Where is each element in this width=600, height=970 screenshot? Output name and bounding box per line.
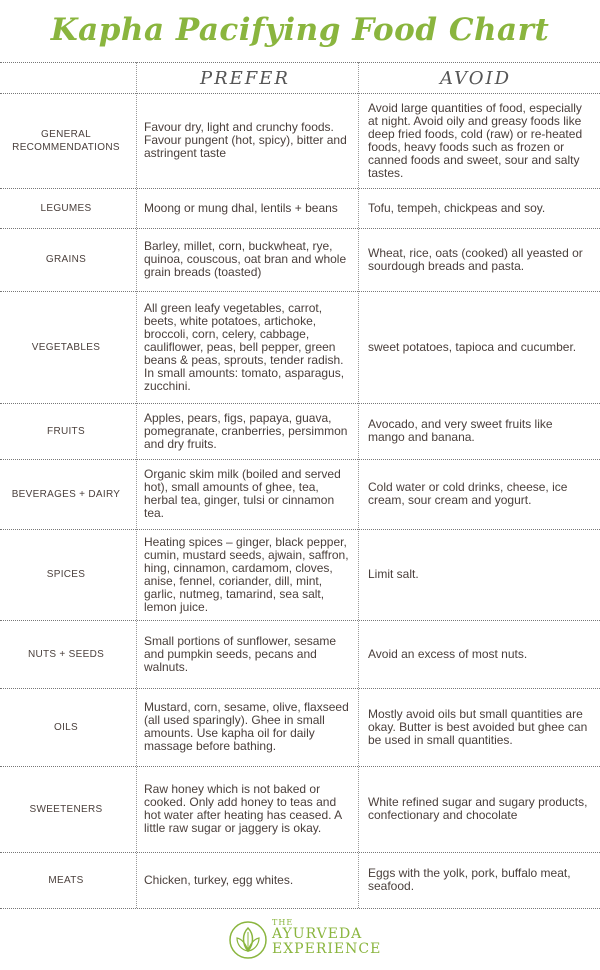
table-row (0, 188, 600, 229)
column-header-prefer: PREFER (200, 68, 290, 89)
row-category: SWEETENERS (29, 803, 103, 815)
prefer-cell: Heating spices – ginger, black pepper, cumin, mustard seeds, ajwain, saffron, hing, cinnamon, cardamom, cloves, anise, fennel, coriander, dill, mint, garlic, nutmeg, tamarind, sea salt, lemon juice. (144, 534, 349, 614)
avoid-cell: White refined sugar and sugary products, confectionary and chocolate (368, 795, 588, 822)
row-category: SPICES (46, 569, 86, 580)
prefer-cell: Apples, pears, figs, papaya, guava, pomegranate, cranberries, persimmon and dry fruits. (144, 410, 348, 451)
prefer-cell: Mustard, corn, sesame, olive, flaxseed (all used sparingly). Ghee in small amounts. Use kapha oil for daily massage before bathing. (144, 700, 349, 753)
page-title: Kapha Pacifying Food Chart (50, 12, 550, 48)
table-row (0, 403, 600, 460)
column-header-avoid: AVOID (440, 68, 512, 89)
table-row (0, 228, 600, 292)
avoid-cell: Avoid large quantities of food, especially at night. Avoid oily and greasy foods like deep fried foods, cold (raw) or re-heated foods, heavy foods such as frozen or canned foods and sweet, sour and salty tastes. (368, 100, 583, 180)
prefer-cell: Favour dry, light and crunchy foods. Favour pungent (hot, spicy), bitter and astringent taste (144, 120, 347, 160)
row-category: FRUITS (47, 425, 85, 437)
avoid-cell: Limit salt. (368, 567, 419, 581)
prefer-cell: Organic skim milk (boiled and served hot), small amounts of ghee, tea, herbal tea, ginger, tulsi or cinnamon tea. (144, 467, 341, 520)
avoid-cell: Cold water or cold drinks, cheese, ice cream, sour cream and yogurt. (368, 480, 568, 507)
table-row (0, 766, 600, 853)
logo-text-ayurveda: AYURVEDA (272, 926, 363, 942)
logo-text-experience: EXPERIENCE (272, 941, 382, 957)
table-row (0, 291, 600, 404)
lotus-leaf-icon (228, 920, 268, 960)
row-category: NUTS + SEEDS (27, 648, 105, 660)
row-category: LEGUMES (40, 202, 92, 214)
row-category: VEGETABLES (31, 341, 101, 353)
table-row (0, 93, 600, 189)
row-category: OILS (54, 721, 78, 733)
avoid-cell: Wheat, rice, oats (cooked) all yeasted or sourdough breads and pasta. (368, 245, 583, 273)
prefer-cell: Moong or mung dhal, lentils + beans (144, 200, 338, 215)
avoid-cell: Tofu, tempeh, chickpeas and soy. (368, 200, 546, 215)
brand-logo (228, 918, 382, 964)
avoid-cell: Mostly avoid oils but small quantities are okay. Butter is best avoided but ghee can be used in small quantities. (368, 706, 588, 747)
prefer-cell: Barley, millet, corn, buckwheat, rye, quinoa, couscous, oat bran and whole grain breads (toasted) (144, 239, 347, 279)
logo-text-the: THE (272, 918, 294, 927)
table-row (0, 852, 600, 909)
prefer-cell: Raw honey which is not baked or cooked. Only add honey to teas and hot water after heating has ceased. A little raw sugar or jaggery is okay. (144, 782, 342, 835)
avoid-cell: Avocado, and very sweet fruits like mango and banana. (368, 417, 553, 444)
table-row (0, 459, 600, 530)
avoid-cell: Avoid an excess of most nuts. (368, 646, 528, 661)
table-row (0, 620, 600, 689)
prefer-cell: Chicken, turkey, egg whites. (144, 872, 294, 887)
avoid-cell: sweet potatoes, tapioca and cucumber. (368, 339, 577, 354)
table-row (0, 529, 600, 621)
row-category: BEVERAGES + DAIRY (11, 488, 121, 500)
row-category: MEATS (48, 874, 84, 886)
row-category: GRAINS (45, 254, 87, 265)
prefer-cell: Small portions of sunflower, sesame and pumpkin seeds, pecans and walnuts. (144, 633, 337, 674)
header-top-divider (0, 62, 600, 63)
avoid-cell: Eggs with the yolk, pork, buffalo meat, seafood. (368, 866, 571, 893)
row-category: GENERAL RECOMMENDATIONS (12, 128, 120, 153)
table-row (0, 688, 600, 767)
prefer-cell: All green leafy vegetables, carrot, beets, white potatoes, artichoke, broccoli, corn, celery, cabbage, cauliflower, peas, bell pepper, green beans & peas, sprouts, tender radish. In small amounts: tomato, asparagus, zucchini. (144, 300, 345, 393)
